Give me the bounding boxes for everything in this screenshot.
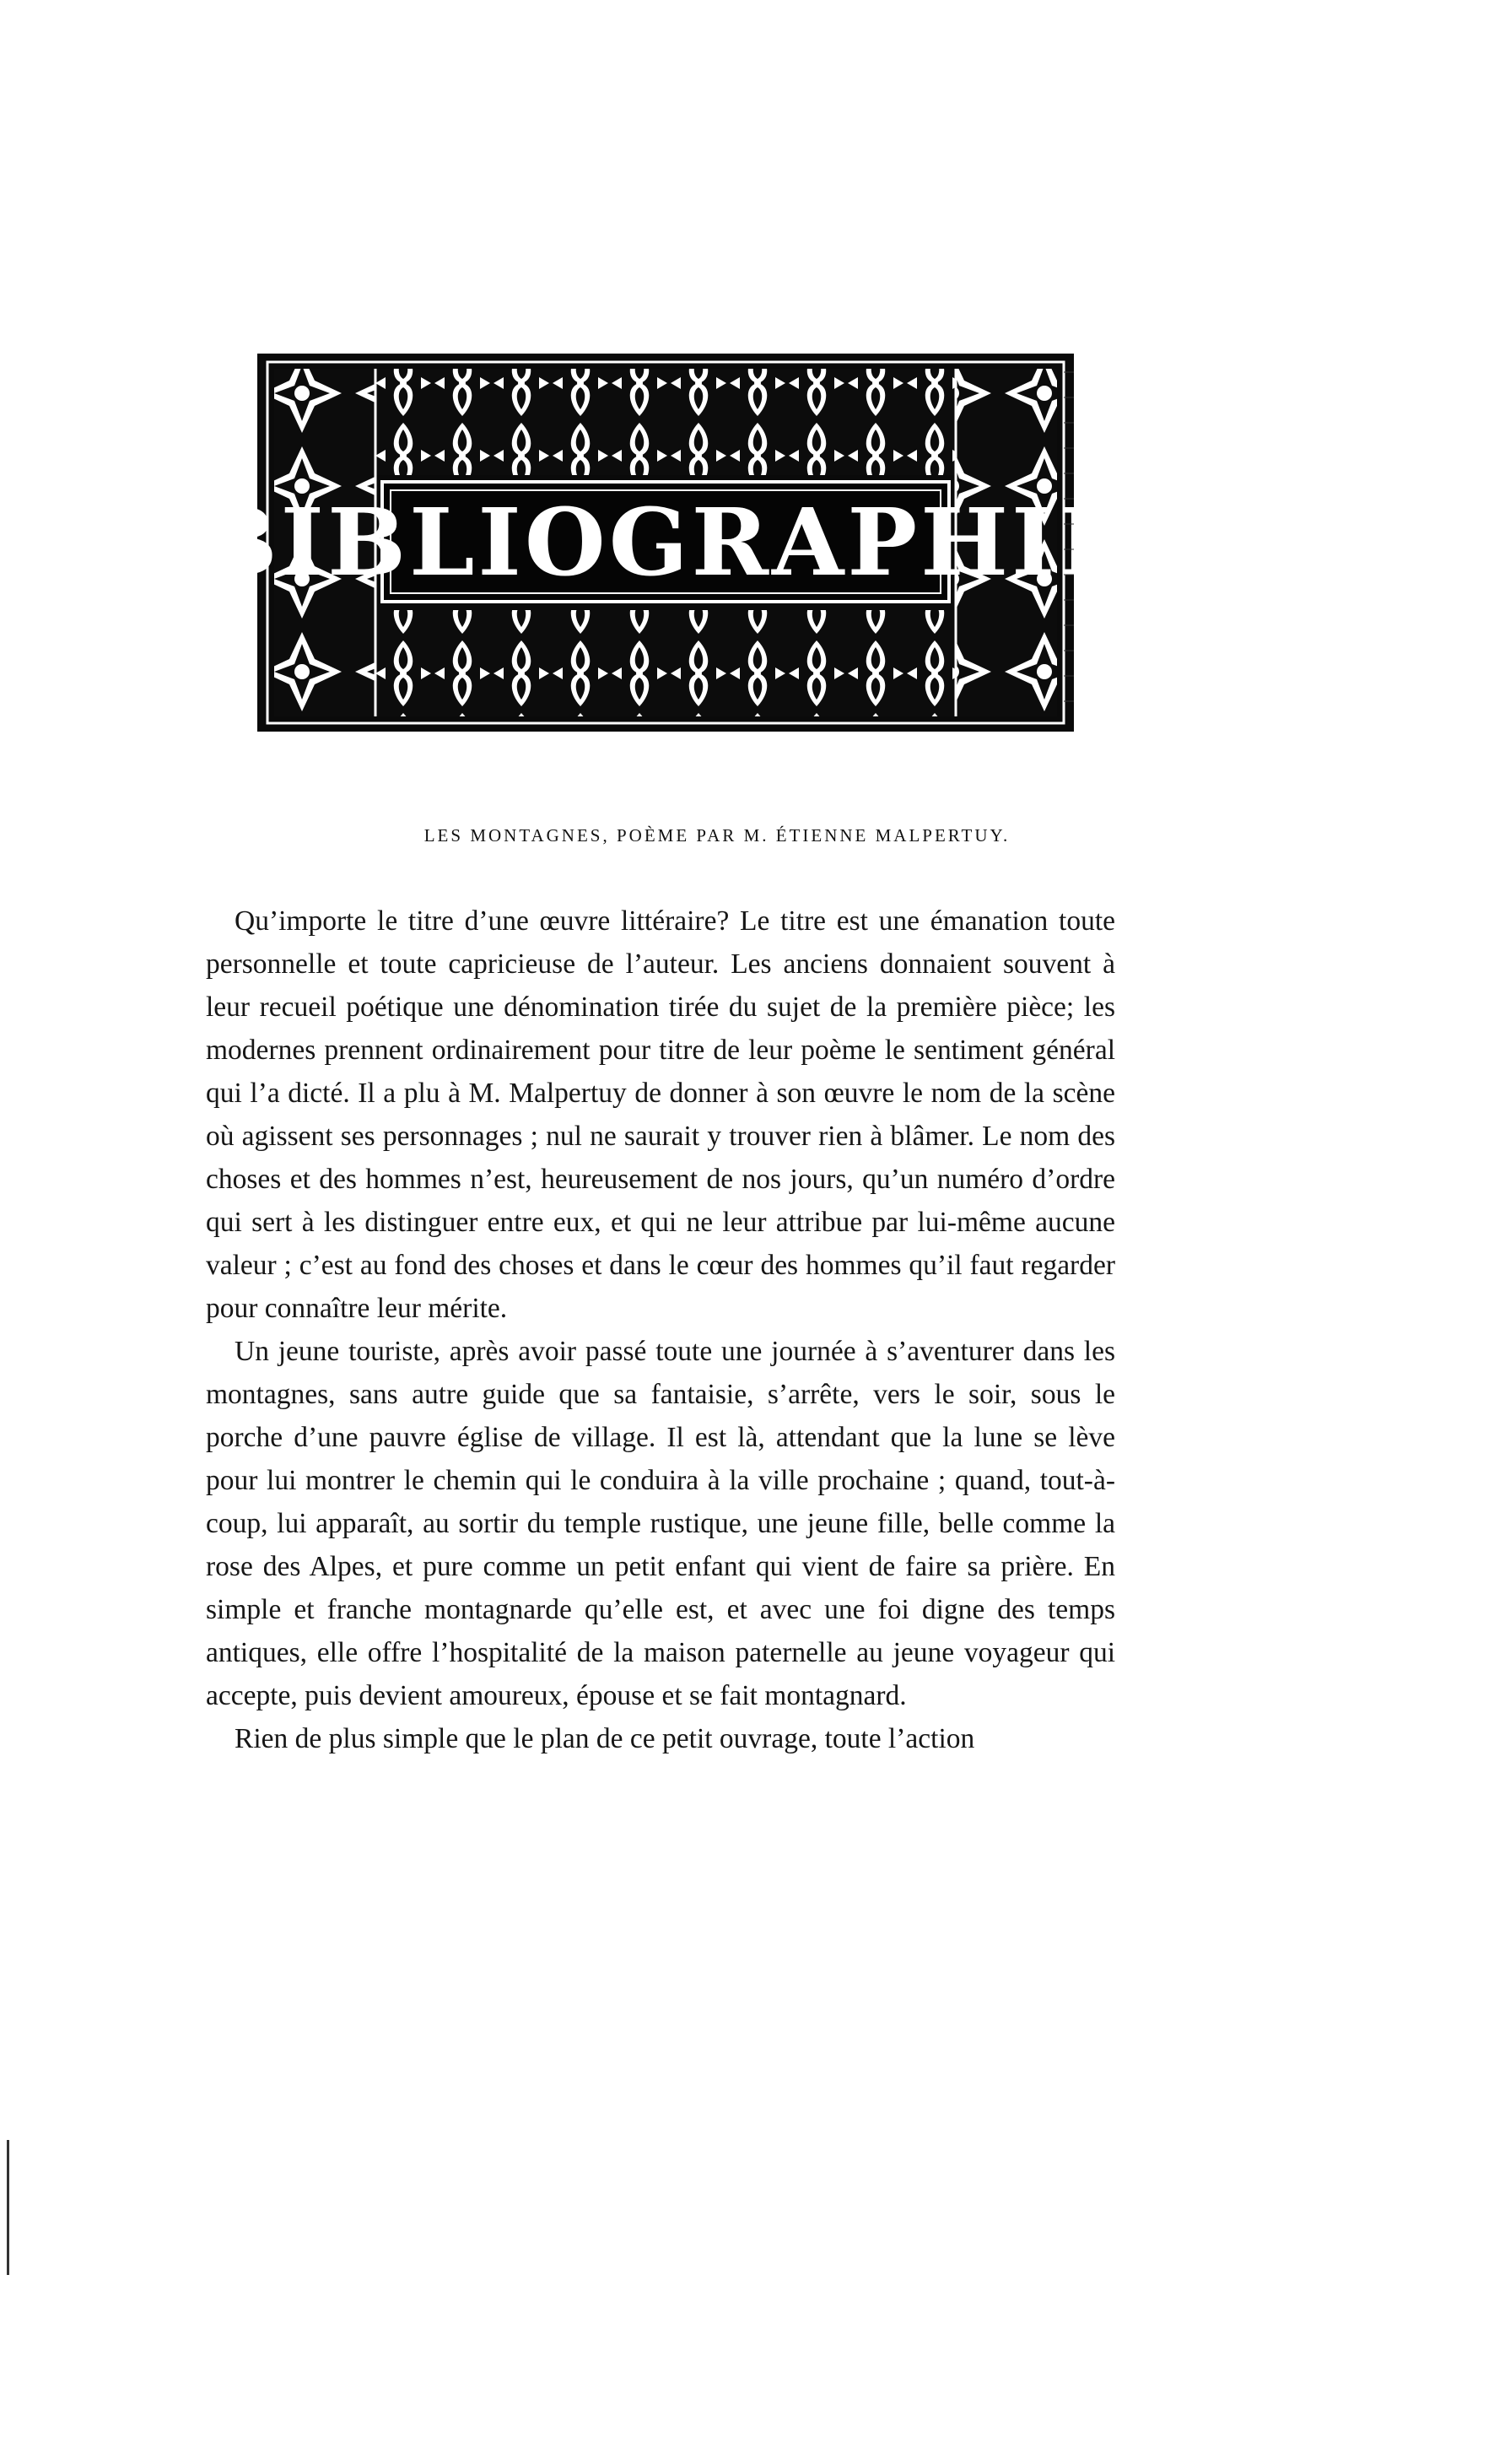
article-subtitle: LES MONTAGNES, POÈME PAR M. ÉTIENNE MALPERTUY. [423,825,1011,846]
paragraph-1: Qu’importe le titre d’une œuvre littéraire? Le titre est une émanation toute personnelle et toute capricieuse de l’auteur. Les anciens donnaient souvent à leur recueil poétique une dénomination tirée du sujet de la première pièce; les modernes prennent ordinairement pour titre de leur poème le sentiment général qui l’a dicté. Il a plu à M. Malpertuy de donner à son œuvre le nom de la scène où agissent ses personnages ; nul ne saurait y trouver rien à blâmer. Le nom des choses et des hommes n’est, heureusement de nos jours, qu’un numéro d’ordre qui sert à les distinguer entre eux, et qui ne leur attribue par lui-même aucune valeur ; c’est au fond des choses et dans le cœur des hommes qu’il faut regarder pour connaître leur mérite. [206,905,1115,1324]
scan-margin-mark [7,2140,9,2275]
article-body [206,900,1115,1760]
bottom-ornament-band [332,610,1000,716]
bibliographie-ornamental-banner [198,347,1133,738]
banner-title: BIBLIOGRAPHIE [198,488,1133,597]
paragraph-2: Un jeune touriste, après avoir passé toute une journée à s’aventurer dans les montagnes, sans autre guide que sa fantaisie, s’arrête, vers le soir, sous le porche d’une pauvre église de village. Il est là, attendant que la lune se lève pour lui montrer le chemin qui le conduira à la ville prochaine ; quand, tout-à-coup, lui apparaît, au sortir du temple rustique, une jeune fille, belle comme la rose des Alpes, et pure comme un petit enfant qui vient de faire sa prière. En simple et franche montagnarde qu’elle est, et avec une foi digne des temps antiques, elle offre l’hospitalité de la maison paternelle au jeune voyageur qui accepte, puis devient amoureux, épouse et se fait montagnard. [206,1336,1115,1711]
top-ornament-band [332,369,1000,475]
banner-artwork [198,347,1133,738]
paragraph-3: Rien de plus simple que le plan de ce petit ouvrage, toute l’action [235,1723,975,1754]
